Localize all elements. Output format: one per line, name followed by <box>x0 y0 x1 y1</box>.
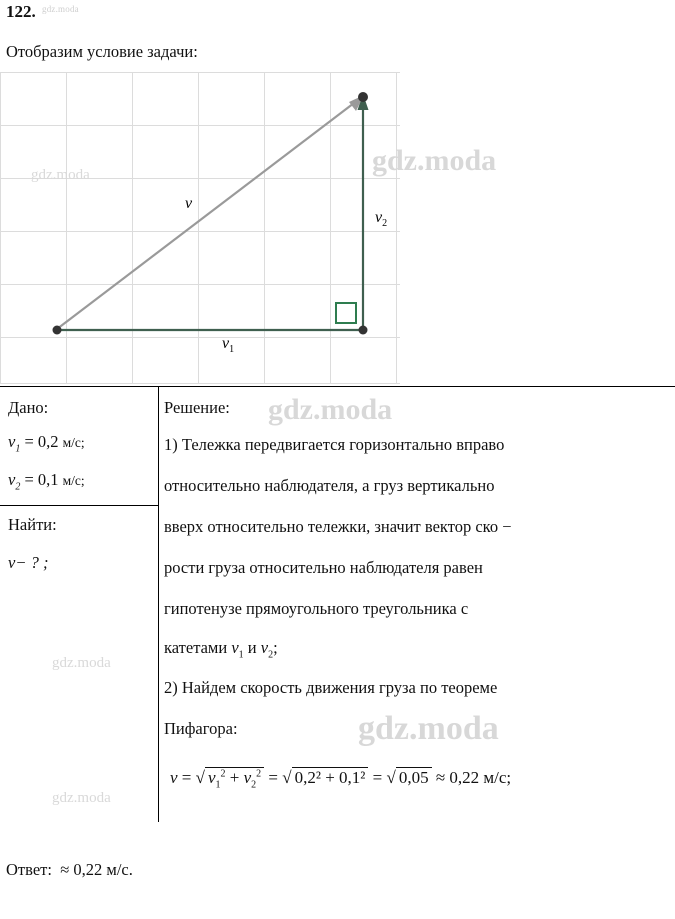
solution-title: Решение: <box>164 398 230 417</box>
section-divider <box>0 386 675 387</box>
watermark-top: gdz.moda <box>42 4 79 14</box>
solution-line-4: гипотенузе прямоугольного треугольника с <box>164 599 469 618</box>
find-value: v− ? ; <box>8 553 49 572</box>
solution-line-katets: катетами $v_1$ и $v_2$; <box>164 638 278 661</box>
solution-line-1: относительно наблюдателя, а груз вертикально <box>164 476 495 495</box>
solution-line-2: вверх относительно тележки, значит вектор ско − <box>164 517 512 536</box>
watermark-given-2: gdz.moda <box>52 790 111 806</box>
answer-value: ≈ 0,22 м/с. <box>60 860 133 879</box>
watermark-figure-left: gdz.moda <box>31 167 90 183</box>
intro-text: Отобразим условие задачи: <box>6 42 198 61</box>
answer-label: Ответ: <box>6 860 52 879</box>
watermark-solution-big: gdz.moda <box>358 710 499 747</box>
watermark-given-1: gdz.moda <box>52 655 111 671</box>
vector-diagram <box>0 72 675 384</box>
solution-line-6: Пифагора: <box>164 719 238 738</box>
page-title: 122. <box>6 2 36 21</box>
diagram-svg <box>0 72 675 384</box>
answer-row <box>6 860 133 880</box>
watermark-figure-right: gdz.moda <box>372 144 497 177</box>
solution-line-3: рости груза относительно наблюдателя равен <box>164 558 483 577</box>
given-title: Дано: <box>8 398 49 417</box>
solution-line-5: 2) Найдем скорость движения груза по теореме <box>164 678 498 697</box>
label-v1: $v_1$ <box>222 335 235 356</box>
given-item-0: $v_1 = 0,2$ м/с; <box>8 432 85 455</box>
column-divider <box>158 387 159 822</box>
find-title: Найти: <box>8 515 57 534</box>
label-v2: $v_2$ <box>375 209 388 230</box>
watermark-solution-title: gdz.moda <box>268 393 393 426</box>
label-v: v <box>185 195 193 212</box>
given-divider <box>0 505 158 506</box>
formula-speed: v = √ $v_1^2 + v_2^2$ = √ 0,2² + 0,1² = √ 0,05 ≈ 0,22 м/с; <box>170 768 512 791</box>
given-item-1: $v_2 = 0,1$ м/с; <box>8 470 85 493</box>
solution-line-0: 1) Тележка передвигается горизонтально вправо <box>164 435 505 454</box>
